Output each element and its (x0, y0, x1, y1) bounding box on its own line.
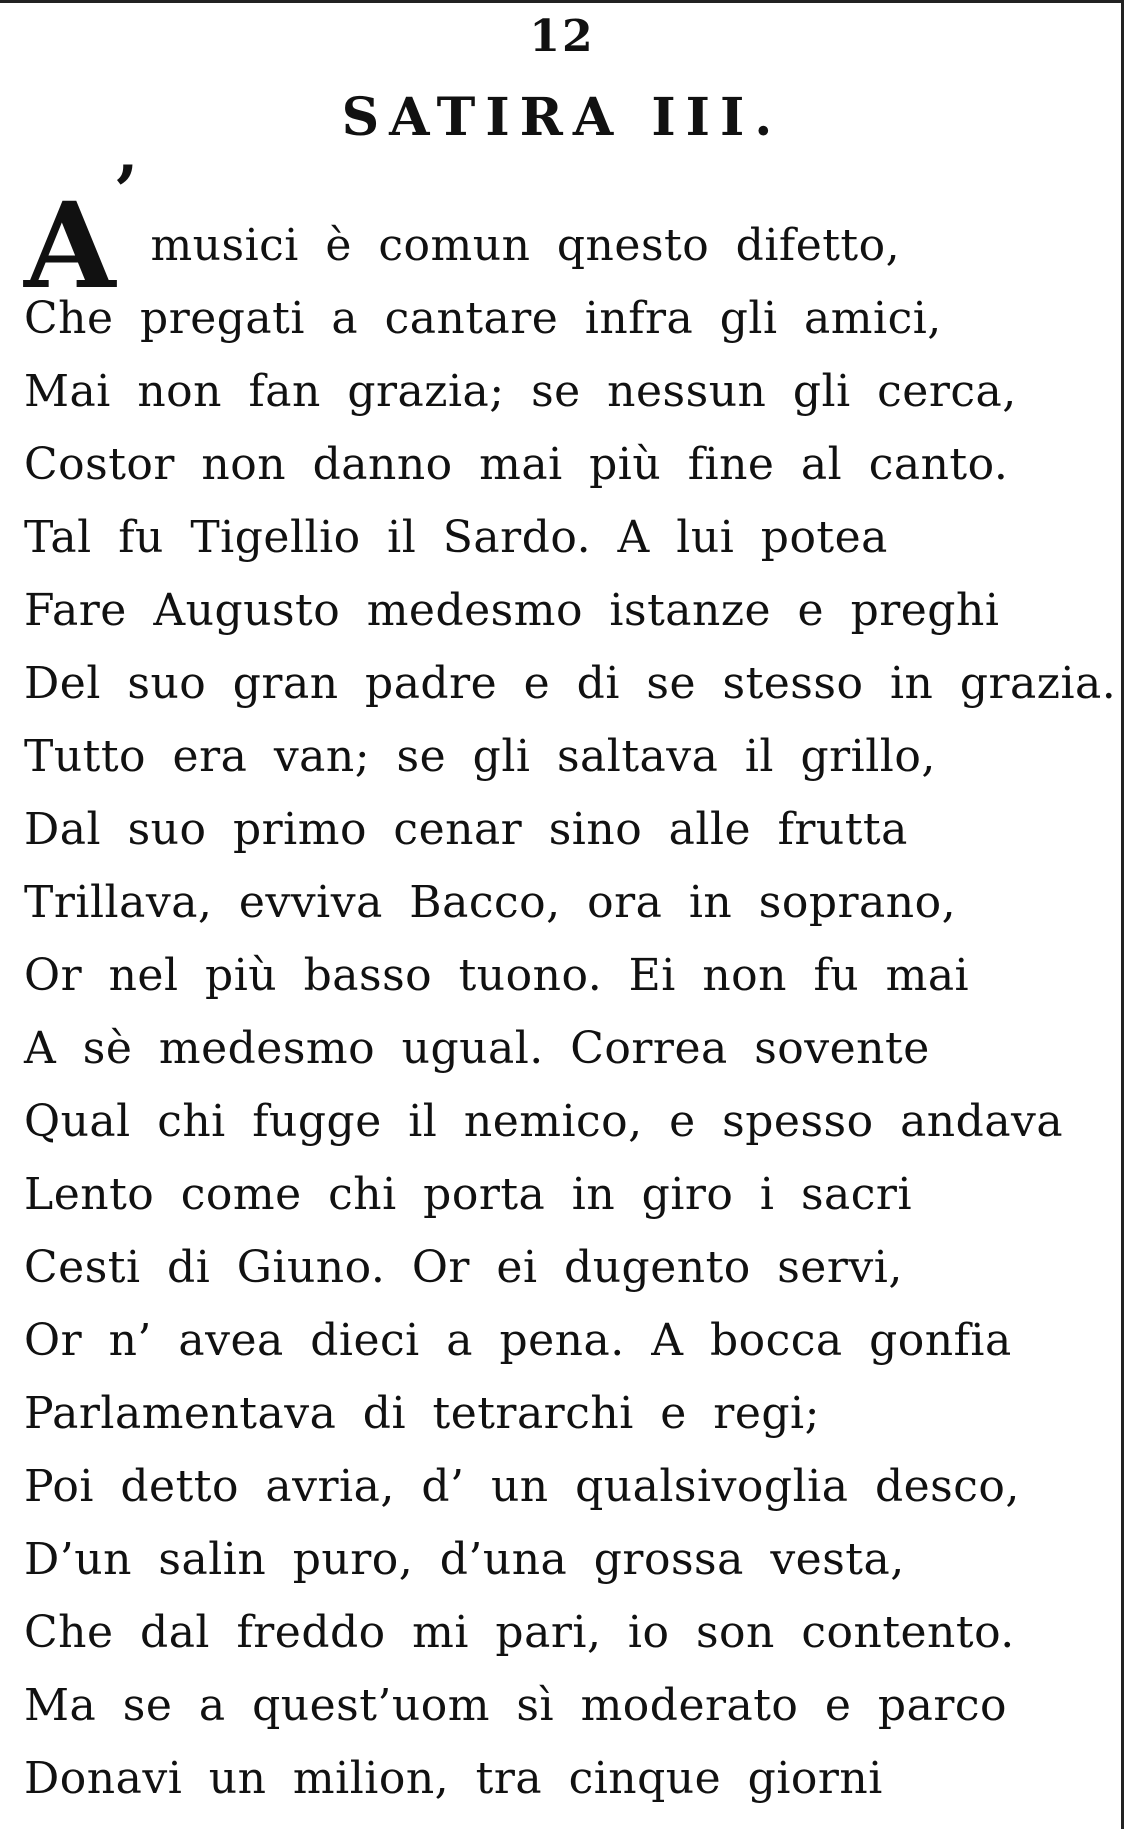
verse-line: Fare Augusto medesmo istanze e preghi (24, 585, 1000, 636)
verse-line: Che pregati a cantare infra gli amici, (24, 293, 942, 344)
verse-line: Lento come chi porta in giro i sacri (24, 1169, 913, 1220)
verse-line: Ma se a quest’uom sì moderato e parco (24, 1680, 1007, 1731)
drop-cap-apostrophe: ’ (113, 150, 139, 233)
drop-cap: A (24, 176, 116, 315)
verse-line: Or nel più basso tuono. Ei non fu mai (24, 950, 970, 1001)
verse-line: Mai non fan grazia; se nessun gli cerca, (24, 366, 1017, 417)
verse-line: Tutto era van; se gli saltava il grillo, (24, 731, 936, 782)
verse-line: Tal fu Tigellio il Sardo. A lui potea (24, 512, 888, 563)
verse-line: Cesti di Giuno. Or ei dugento servi, (24, 1242, 903, 1293)
page-number: 12 (529, 11, 595, 62)
verse-line: Che dal freddo mi pari, io son contento. (24, 1607, 1015, 1658)
page-title: SATIRA III. (341, 87, 783, 148)
verse-line: Trillava, evviva Bacco, ora in soprano, (24, 877, 957, 928)
verse-line: Donavi un milion, tra cinque giorni (24, 1753, 883, 1804)
verse-line: Or n’ avea dieci a pena. A bocca gonfia (24, 1315, 1012, 1366)
verse-line: Parlamentava di tetrarchi e regi; (24, 1388, 820, 1439)
verse-line: D’un salin puro, d’una grossa vesta, (24, 1534, 905, 1585)
verse-text: musici è comun qnesto difetto, (150, 220, 901, 271)
verse-line: A sè medesmo ugual. Correa sovente (24, 1023, 930, 1074)
top-border (0, 0, 1124, 3)
verse-line: Costor non danno mai più fine al canto. (24, 439, 1009, 490)
verse-line: Del suo gran padre e di se stesso in grazia. (24, 658, 1117, 709)
verse-line (24, 150, 1094, 315)
verse-line: Poi detto avria, d’ un qualsivoglia desco, (24, 1461, 1020, 1512)
verse-line: Dal suo primo cenar sino alle frutta (24, 804, 908, 855)
verse-list (24, 150, 1117, 1815)
verse-line: Qual chi fugge il nemico, e spesso andava (24, 1096, 1064, 1147)
